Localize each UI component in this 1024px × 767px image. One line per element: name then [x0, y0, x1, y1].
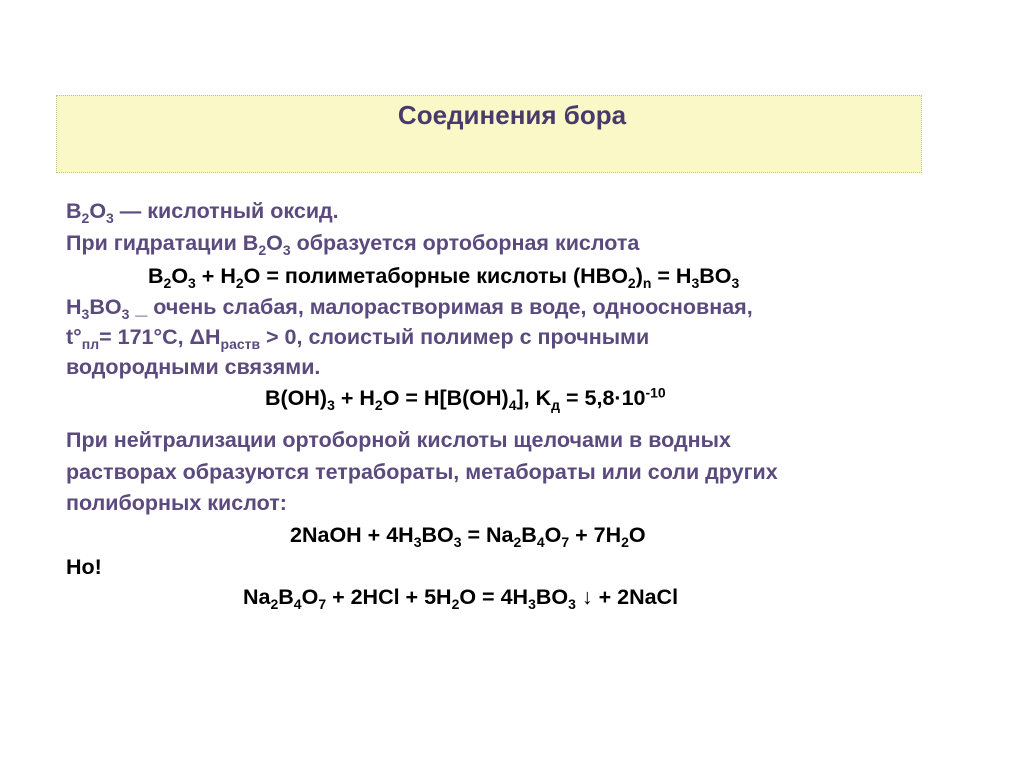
text-line-neutralization-2: растворах образуются тетрабораты, метабораты или соли других — [66, 460, 778, 484]
text-line-but: Но! — [66, 555, 102, 579]
text-line-hydration: При гидратации $B_2O_3$ образуется ортоборная кислота — [66, 231, 640, 258]
equation-dissociation: $B(OH)_3 + H_2O = H[B(OH)_4]$, $K_д = 5,8\cdot 10^{-10}$ — [265, 384, 666, 413]
equation-acid-release: $Na_2B_4O_7 + 2HCl + 5H_2O = 4H_3BO_3$ ↓ + 2NaCl — [243, 585, 679, 612]
text-line-weak-acid: $H_3BO_3$ _ очень слабая, малорастворимая в воде, одноосновная, — [66, 295, 753, 322]
slide-title: Соединения бора — [397, 100, 627, 130]
equation-hydration: $B_2O_3 + H_2O$ = полиметаборные кислоты $(HBO_2)_n = H_3BO_3$ — [148, 264, 740, 291]
text-line-neutralization-1: При нейтрализации ортоборной кислоты щелочами в водных — [66, 428, 731, 452]
text-line-neutralization-3: полиборных кислот: — [66, 491, 287, 515]
text-line-hydrogen-bonds: водородными связями. — [66, 355, 321, 379]
text-line-oxide: $B_2O_3$ — кислотный оксид. — [66, 199, 339, 226]
text-line-melting-point: $t^\circ_{пл}= 171^\circ С$, $\Delta H_{раств} > 0$, слоистый полимер с прочными — [66, 325, 650, 352]
equation-tetraborate: 2NaOH + $4H_3BO_3 = Na_2B_4O_7 + 7H_2O$ — [290, 523, 646, 550]
